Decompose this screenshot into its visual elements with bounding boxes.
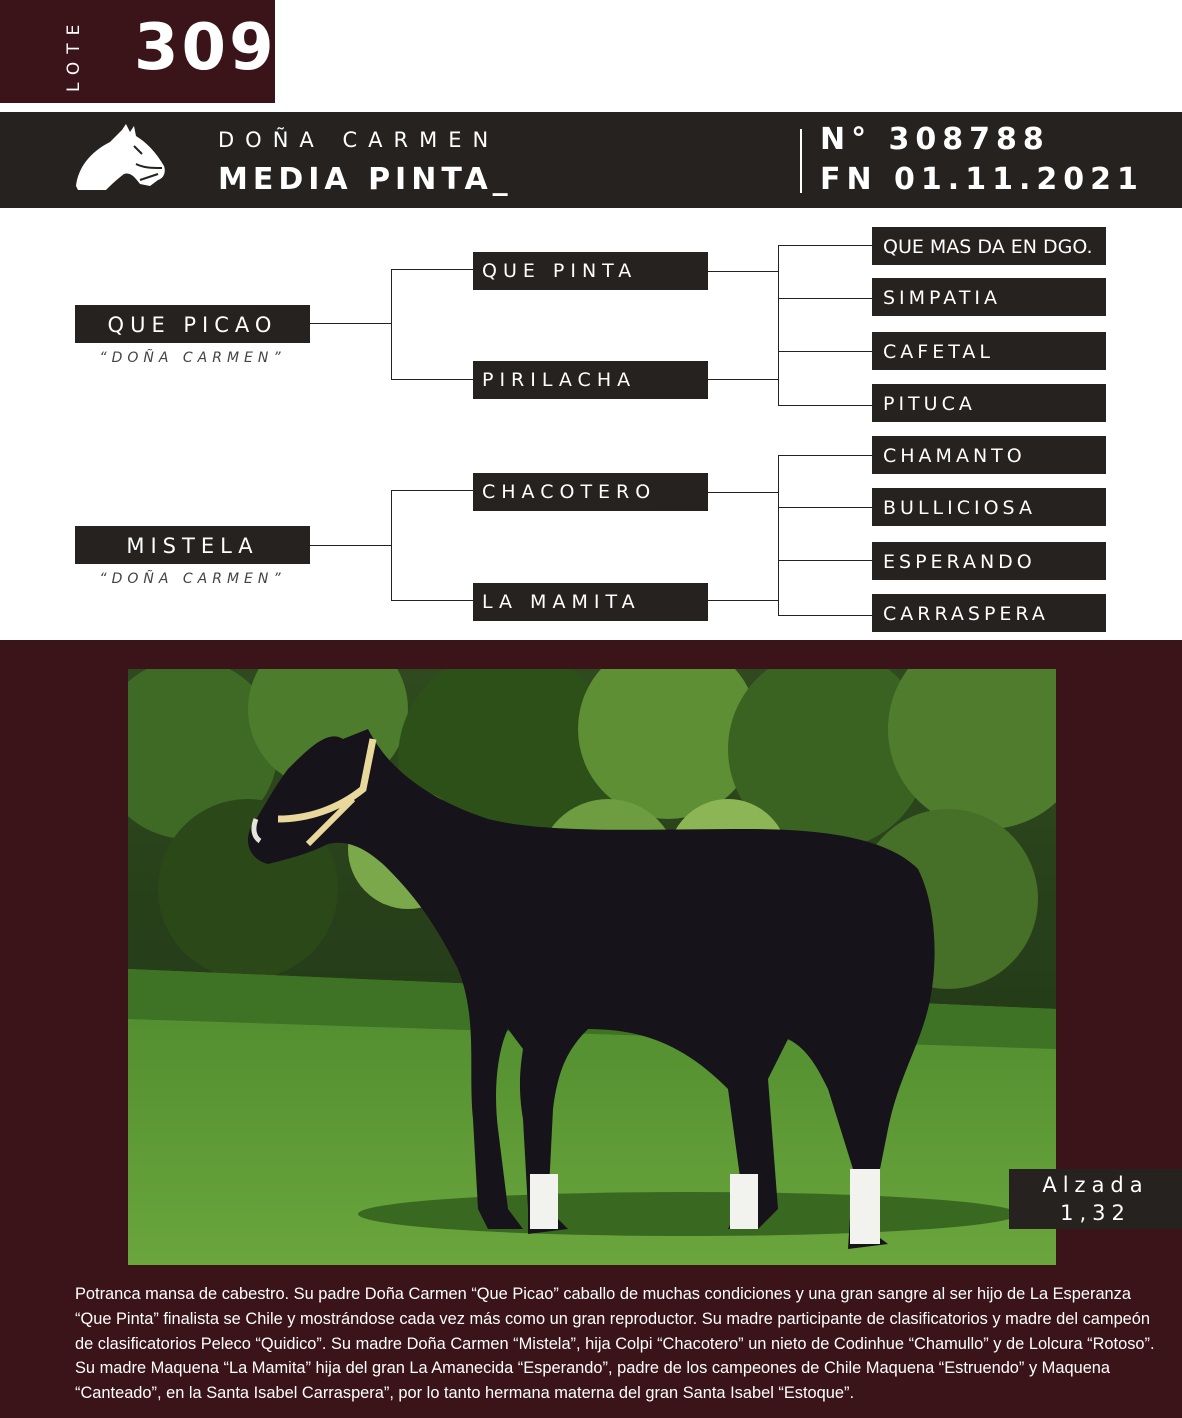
connector: [778, 351, 872, 352]
connector: [778, 507, 872, 508]
connector: [778, 455, 779, 615]
maternal-granddam-box: LA MAMITA: [473, 583, 708, 621]
alzada-label: Alzada: [1042, 1173, 1149, 1197]
connector: [310, 545, 391, 546]
lote-label: LOTE: [64, 16, 84, 92]
ancestor-box: CAFETAL: [872, 332, 1106, 370]
dam-breeder: “DOÑA CARMEN”: [99, 571, 286, 587]
connector: [778, 245, 872, 246]
connector: [708, 379, 778, 380]
connector: [778, 560, 872, 561]
connector: [778, 298, 872, 299]
ancestor-box: CHAMANTO: [872, 436, 1106, 474]
dam-box: MISTELA: [75, 526, 310, 564]
connector: [391, 600, 473, 601]
lote-number: 309: [134, 11, 277, 85]
sire-breeder: “DOÑA CARMEN”: [99, 350, 286, 366]
registration-number: N° 308788: [820, 122, 1050, 157]
connector: [708, 492, 778, 493]
connector: [778, 405, 872, 406]
ancestor-box: PITUCA: [872, 384, 1106, 422]
connector: [778, 615, 872, 616]
birth-date: FN 01.11.2021: [820, 162, 1144, 197]
sire-box: QUE PICAO: [75, 305, 310, 343]
header-breeder: DOÑA CARMEN: [218, 128, 500, 152]
connector: [708, 600, 778, 601]
horse-head-icon: [74, 124, 166, 192]
horse-name: MEDIA PINTA_: [218, 162, 513, 197]
maternal-grandsire-box: CHACOTERO: [473, 473, 708, 511]
ancestor-box: CARRASPERA: [872, 594, 1106, 632]
ancestor-box: SIMPATIA: [872, 278, 1106, 316]
connector: [391, 269, 392, 379]
connector: [778, 455, 872, 456]
ancestor-box: QUE MAS DA EN DGO.: [872, 227, 1106, 265]
connector: [391, 269, 473, 270]
alzada-value: 1,32: [1060, 1201, 1131, 1225]
paternal-grandsire-box: QUE PINTA: [473, 252, 708, 290]
connector: [391, 490, 392, 600]
ancestor-box: BULLICIOSA: [872, 488, 1106, 526]
header-divider: [800, 129, 802, 193]
connector: [310, 323, 391, 324]
description-text: Potranca mansa de cabestro. Su padre Doña Carmen “Que Picao” caballo de muchas condiciones y una gran sangre al ser hijo de La Esperanza “Que Pinta” finalista se Chile y mostrándose cada vez más como un gran reproductor. Su madre participante de clasificatorios y madre del campeón de clasificatorios Peleco “Quidico”. Su madre Doña Carmen “Mistela”, hija Colpi “Chacotero” un nieto de Codinhue “Chamullo” y de Lolcura “Rotoso”. Su madre Maquena “La Mamita” hija del gran La Amanecida “Esperando”, padre de los campeones de Chile Maquena “Estruendo” y Maquena “Canteado”, en la Santa Isabel Carraspera”, por lo tanto hermana materna del gran Santa Isabel “Estoque”.: [75, 1285, 1155, 1403]
connector: [391, 490, 473, 491]
horse-photo: [128, 669, 1056, 1265]
connector: [391, 379, 473, 380]
ancestor-box: ESPERANDO: [872, 542, 1106, 580]
alzada-box: [1009, 1169, 1182, 1229]
paternal-granddam-box: PIRILACHA: [473, 361, 708, 399]
connector: [708, 271, 778, 272]
connector: [778, 245, 779, 405]
